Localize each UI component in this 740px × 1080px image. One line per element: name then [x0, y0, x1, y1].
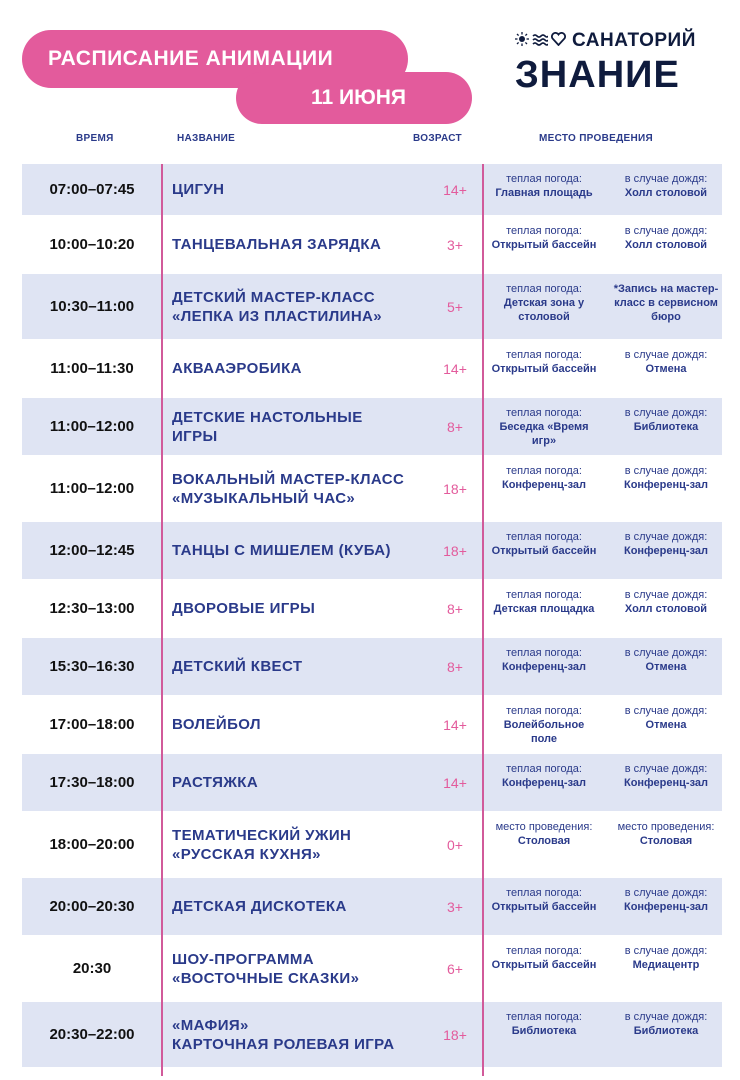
event-time: 15:30–16:30 — [49, 658, 135, 675]
event-name-line1: ДЕТСКИЕ НАСТОЛЬНЫЕ — [172, 408, 363, 426]
event-name-line2: «ЛЕПКА ИЗ ПЛАСТИЛИНА» — [172, 307, 383, 325]
rain-place — [604, 820, 728, 848]
warm-weather-place — [490, 348, 598, 376]
rain-value: Медиацентр — [632, 959, 700, 971]
rain-value: Холл столовой — [624, 187, 708, 199]
event-name-line2: ИГРЫ — [172, 427, 218, 445]
event-time: 12:00–12:45 — [49, 542, 135, 559]
event-age: 6+ — [447, 960, 463, 977]
warm-weather-label: место проведения: — [495, 821, 593, 833]
warm-weather-place — [490, 588, 598, 616]
column-header-place: МЕСТО ПРОВЕДЕНИЯ — [539, 133, 653, 144]
warm-weather-place — [490, 762, 598, 790]
rain-value: Отмена — [645, 363, 687, 375]
rain-value: Столовая — [639, 835, 693, 847]
event-age: 5+ — [447, 298, 463, 315]
rain-place — [604, 530, 728, 558]
event-name-line2: «РУССКАЯ КУХНЯ» — [172, 845, 321, 863]
event-age: 18+ — [443, 542, 467, 559]
rain-place — [604, 282, 728, 324]
event-name — [172, 936, 422, 1001]
event-name-line2: КАРТОЧНАЯ РОЛЕВАЯ ИГРА — [172, 1035, 395, 1053]
sun-icon — [515, 32, 529, 51]
rain-label: в случае дождя: — [624, 465, 708, 477]
rain-label: место проведения: — [617, 821, 715, 833]
warm-weather-place — [490, 1010, 598, 1038]
warm-weather-place — [490, 282, 598, 324]
warm-weather-value: Открытый бассейн — [491, 239, 597, 251]
waves-icon — [532, 32, 548, 51]
event-time: 11:00–11:30 — [50, 360, 134, 377]
event-name — [172, 398, 422, 455]
rain-value: Отмена — [645, 661, 687, 673]
table-row — [22, 638, 722, 696]
rain-value: Конференц-зал — [623, 479, 708, 491]
warm-weather-place — [490, 820, 598, 848]
warm-weather-value: Детская площадка — [493, 603, 595, 615]
table-row — [22, 522, 722, 580]
rain-label: в случае дождя: — [624, 887, 708, 899]
rain-value: Конференц-зал — [623, 777, 708, 789]
column-header-time: ВРЕМЯ — [76, 133, 114, 144]
rain-value: *Запись на мастер-класс в сервисном бюро — [613, 283, 719, 323]
event-name-line1: ТЕМАТИЧЕСКИЙ УЖИН — [172, 826, 352, 844]
warm-weather-label: теплая погода: — [506, 887, 582, 899]
event-name — [172, 812, 422, 877]
rain-label: в случае дождя: — [624, 531, 708, 543]
warm-weather-value: Волейбольное поле — [503, 719, 585, 745]
warm-weather-label: теплая погода: — [506, 225, 582, 237]
warm-weather-label: теплая погода: — [506, 349, 582, 361]
warm-weather-label: теплая погода: — [506, 407, 582, 419]
event-name — [172, 638, 422, 695]
table-row — [22, 340, 722, 398]
event-name — [172, 216, 422, 273]
schedule-title: РАСПИСАНИЕ АНИМАЦИИ — [22, 30, 408, 88]
warm-weather-value: Главная площадь — [495, 187, 593, 199]
event-time: 10:30–11:00 — [49, 298, 135, 315]
warm-weather-place — [490, 172, 598, 200]
rain-place — [604, 224, 728, 252]
rain-place — [604, 406, 728, 434]
rain-label: в случае дождя: — [624, 407, 708, 419]
rain-place — [604, 704, 728, 732]
rain-place — [604, 762, 728, 790]
table-row — [22, 580, 722, 638]
table-row — [22, 936, 722, 1002]
warm-weather-value: Библиотека — [511, 1025, 577, 1037]
table-row — [22, 696, 722, 754]
event-name-line1: ТАНЦЕВАЛЬНАЯ ЗАРЯДКА — [172, 236, 382, 253]
rain-place — [604, 588, 728, 616]
divider-time-name — [161, 164, 163, 1076]
event-name — [172, 696, 422, 753]
rain-value: Библиотека — [633, 1025, 699, 1037]
warm-weather-label: теплая погода: — [506, 647, 582, 659]
table-row — [22, 398, 722, 456]
warm-weather-label: теплая погода: — [506, 531, 582, 543]
warm-weather-place — [490, 944, 598, 972]
warm-weather-place — [490, 530, 598, 558]
table-row — [22, 456, 722, 522]
warm-weather-value: Конференц-зал — [501, 661, 586, 673]
table-row — [22, 878, 722, 936]
warm-weather-value: Открытый бассейн — [491, 363, 597, 375]
event-name-line1: ШОУ-ПРОГРАММА — [172, 950, 314, 968]
event-time: 20:30 — [72, 960, 112, 977]
rain-value: Холл столовой — [624, 603, 708, 615]
event-age: 14+ — [443, 181, 467, 198]
event-name — [172, 754, 422, 811]
warm-weather-value: Столовая — [517, 835, 571, 847]
event-time: 07:00–07:45 — [49, 181, 135, 198]
table-row — [22, 216, 722, 274]
rain-place — [604, 886, 728, 914]
event-name — [172, 522, 422, 579]
warm-weather-value: Конференц-зал — [501, 777, 586, 789]
event-name-line1: ВОЛЕЙБОЛ — [172, 716, 261, 733]
warm-weather-label: теплая погода: — [506, 945, 582, 957]
rain-value: Библиотека — [633, 421, 699, 433]
warm-weather-value: Конференц-зал — [501, 479, 586, 491]
warm-weather-value: Открытый бассейн — [491, 959, 597, 971]
event-age: 0+ — [447, 836, 463, 853]
event-name — [172, 164, 422, 215]
event-time: 18:00–20:00 — [49, 836, 135, 853]
rain-label: в случае дождя: — [624, 763, 708, 775]
table-row — [22, 1002, 722, 1068]
event-name-line2: «ВОСТОЧНЫЕ СКАЗКИ» — [172, 969, 360, 987]
event-name-line1: ЦИГУН — [172, 181, 225, 198]
event-name-line1: ДЕТСКИЙ МАСТЕР-КЛАСС — [172, 288, 375, 306]
rain-place — [604, 944, 728, 972]
warm-weather-value: Открытый бассейн — [491, 545, 597, 557]
warm-weather-value: Открытый бассейн — [491, 901, 597, 913]
rain-value: Конференц-зал — [623, 901, 708, 913]
rain-label: в случае дождя: — [624, 945, 708, 957]
heart-icon — [551, 32, 566, 51]
event-age: 3+ — [447, 898, 463, 915]
rain-place — [604, 1010, 728, 1038]
rain-label: в случае дождя: — [624, 349, 708, 361]
event-name-line1: ТАНЦЫ С МИШЕЛЕМ (КУБА) — [172, 542, 391, 559]
event-name-line2: «МУЗЫКАЛЬНЫЙ ЧАС» — [172, 489, 356, 507]
rain-place — [604, 464, 728, 492]
warm-weather-label: теплая погода: — [506, 283, 582, 295]
event-time: 17:00–18:00 — [49, 716, 135, 733]
event-name — [172, 274, 422, 339]
event-age: 14+ — [443, 360, 467, 377]
warm-weather-value: Беседка «Время игр» — [499, 421, 589, 447]
rain-label: в случае дождя: — [624, 225, 708, 237]
event-time: 12:30–13:00 — [49, 600, 135, 617]
rain-place — [604, 348, 728, 376]
event-time: 20:00–20:30 — [49, 898, 135, 915]
rain-place — [604, 646, 728, 674]
warm-weather-label: теплая погода: — [506, 705, 582, 717]
event-age: 14+ — [443, 716, 467, 733]
event-age: 8+ — [447, 658, 463, 675]
event-name-line1: РАСТЯЖКА — [172, 774, 259, 791]
event-time: 20:30–22:00 — [49, 1026, 135, 1043]
warm-weather-place — [490, 646, 598, 674]
column-header-name: НАЗВАНИЕ — [177, 133, 236, 144]
warm-weather-place — [490, 464, 598, 492]
warm-weather-value: Детская зона у столовой — [503, 297, 585, 323]
schedule-table — [22, 164, 722, 1068]
event-name — [172, 580, 422, 637]
warm-weather-label: теплая погода: — [506, 465, 582, 477]
event-name-line1: АКВААЭРОБИКА — [172, 360, 302, 377]
event-age: 18+ — [443, 1026, 467, 1043]
event-time: 11:00–12:00 — [49, 480, 135, 497]
event-age: 8+ — [447, 418, 463, 435]
rain-label: в случае дождя: — [624, 705, 708, 717]
warm-weather-label: теплая погода: — [506, 173, 582, 185]
divider-age-place — [482, 164, 484, 1076]
event-age: 18+ — [443, 480, 467, 497]
event-name-line1: ВОКАЛЬНЫЙ МАСТЕР-КЛАСС — [172, 470, 405, 488]
rain-label: в случае дождя: — [624, 589, 708, 601]
rain-label: в случае дождя: — [624, 1011, 708, 1023]
event-name-line1: «МАФИЯ» — [172, 1016, 249, 1034]
rain-place — [604, 172, 728, 200]
rain-label: в случае дождя: — [624, 173, 708, 185]
table-row — [22, 274, 722, 340]
rain-value: Холл столовой — [624, 239, 708, 251]
event-name — [172, 1002, 422, 1067]
table-row — [22, 812, 722, 878]
event-name-line1: ДЕТСКИЙ КВЕСТ — [172, 658, 303, 675]
table-row — [22, 754, 722, 812]
warm-weather-label: теплая погода: — [506, 763, 582, 775]
sanatorium-logo — [515, 28, 715, 108]
warm-weather-label: теплая погода: — [506, 1011, 582, 1023]
logo-subtitle: САНАТОРИЙ — [572, 30, 696, 51]
table-row — [22, 164, 722, 216]
rain-label: в случае дождя: — [624, 647, 708, 659]
warm-weather-place — [490, 406, 598, 448]
column-header-age: ВОЗРАСТ — [413, 133, 462, 144]
event-name — [172, 456, 422, 521]
event-age: 8+ — [447, 600, 463, 617]
event-name-line1: ДВОРОВЫЕ ИГРЫ — [172, 600, 316, 617]
event-time: 11:00–12:00 — [49, 418, 135, 435]
event-age: 3+ — [447, 236, 463, 253]
warm-weather-label: теплая погода: — [506, 589, 582, 601]
schedule-date: 11 ИЮНЯ — [236, 72, 472, 124]
event-name — [172, 878, 422, 935]
rain-value: Конференц-зал — [623, 545, 708, 557]
logo-wordmark: ЗНАНИЕ — [515, 54, 680, 96]
event-name — [172, 340, 422, 397]
event-age: 14+ — [443, 774, 467, 791]
event-time: 17:30–18:00 — [49, 774, 135, 791]
rain-value: Отмена — [645, 719, 687, 731]
warm-weather-place — [490, 886, 598, 914]
event-name-line1: ДЕТСКАЯ ДИСКОТЕКА — [172, 898, 347, 915]
warm-weather-place — [490, 224, 598, 252]
event-time: 10:00–10:20 — [49, 236, 135, 253]
warm-weather-place — [490, 704, 598, 746]
